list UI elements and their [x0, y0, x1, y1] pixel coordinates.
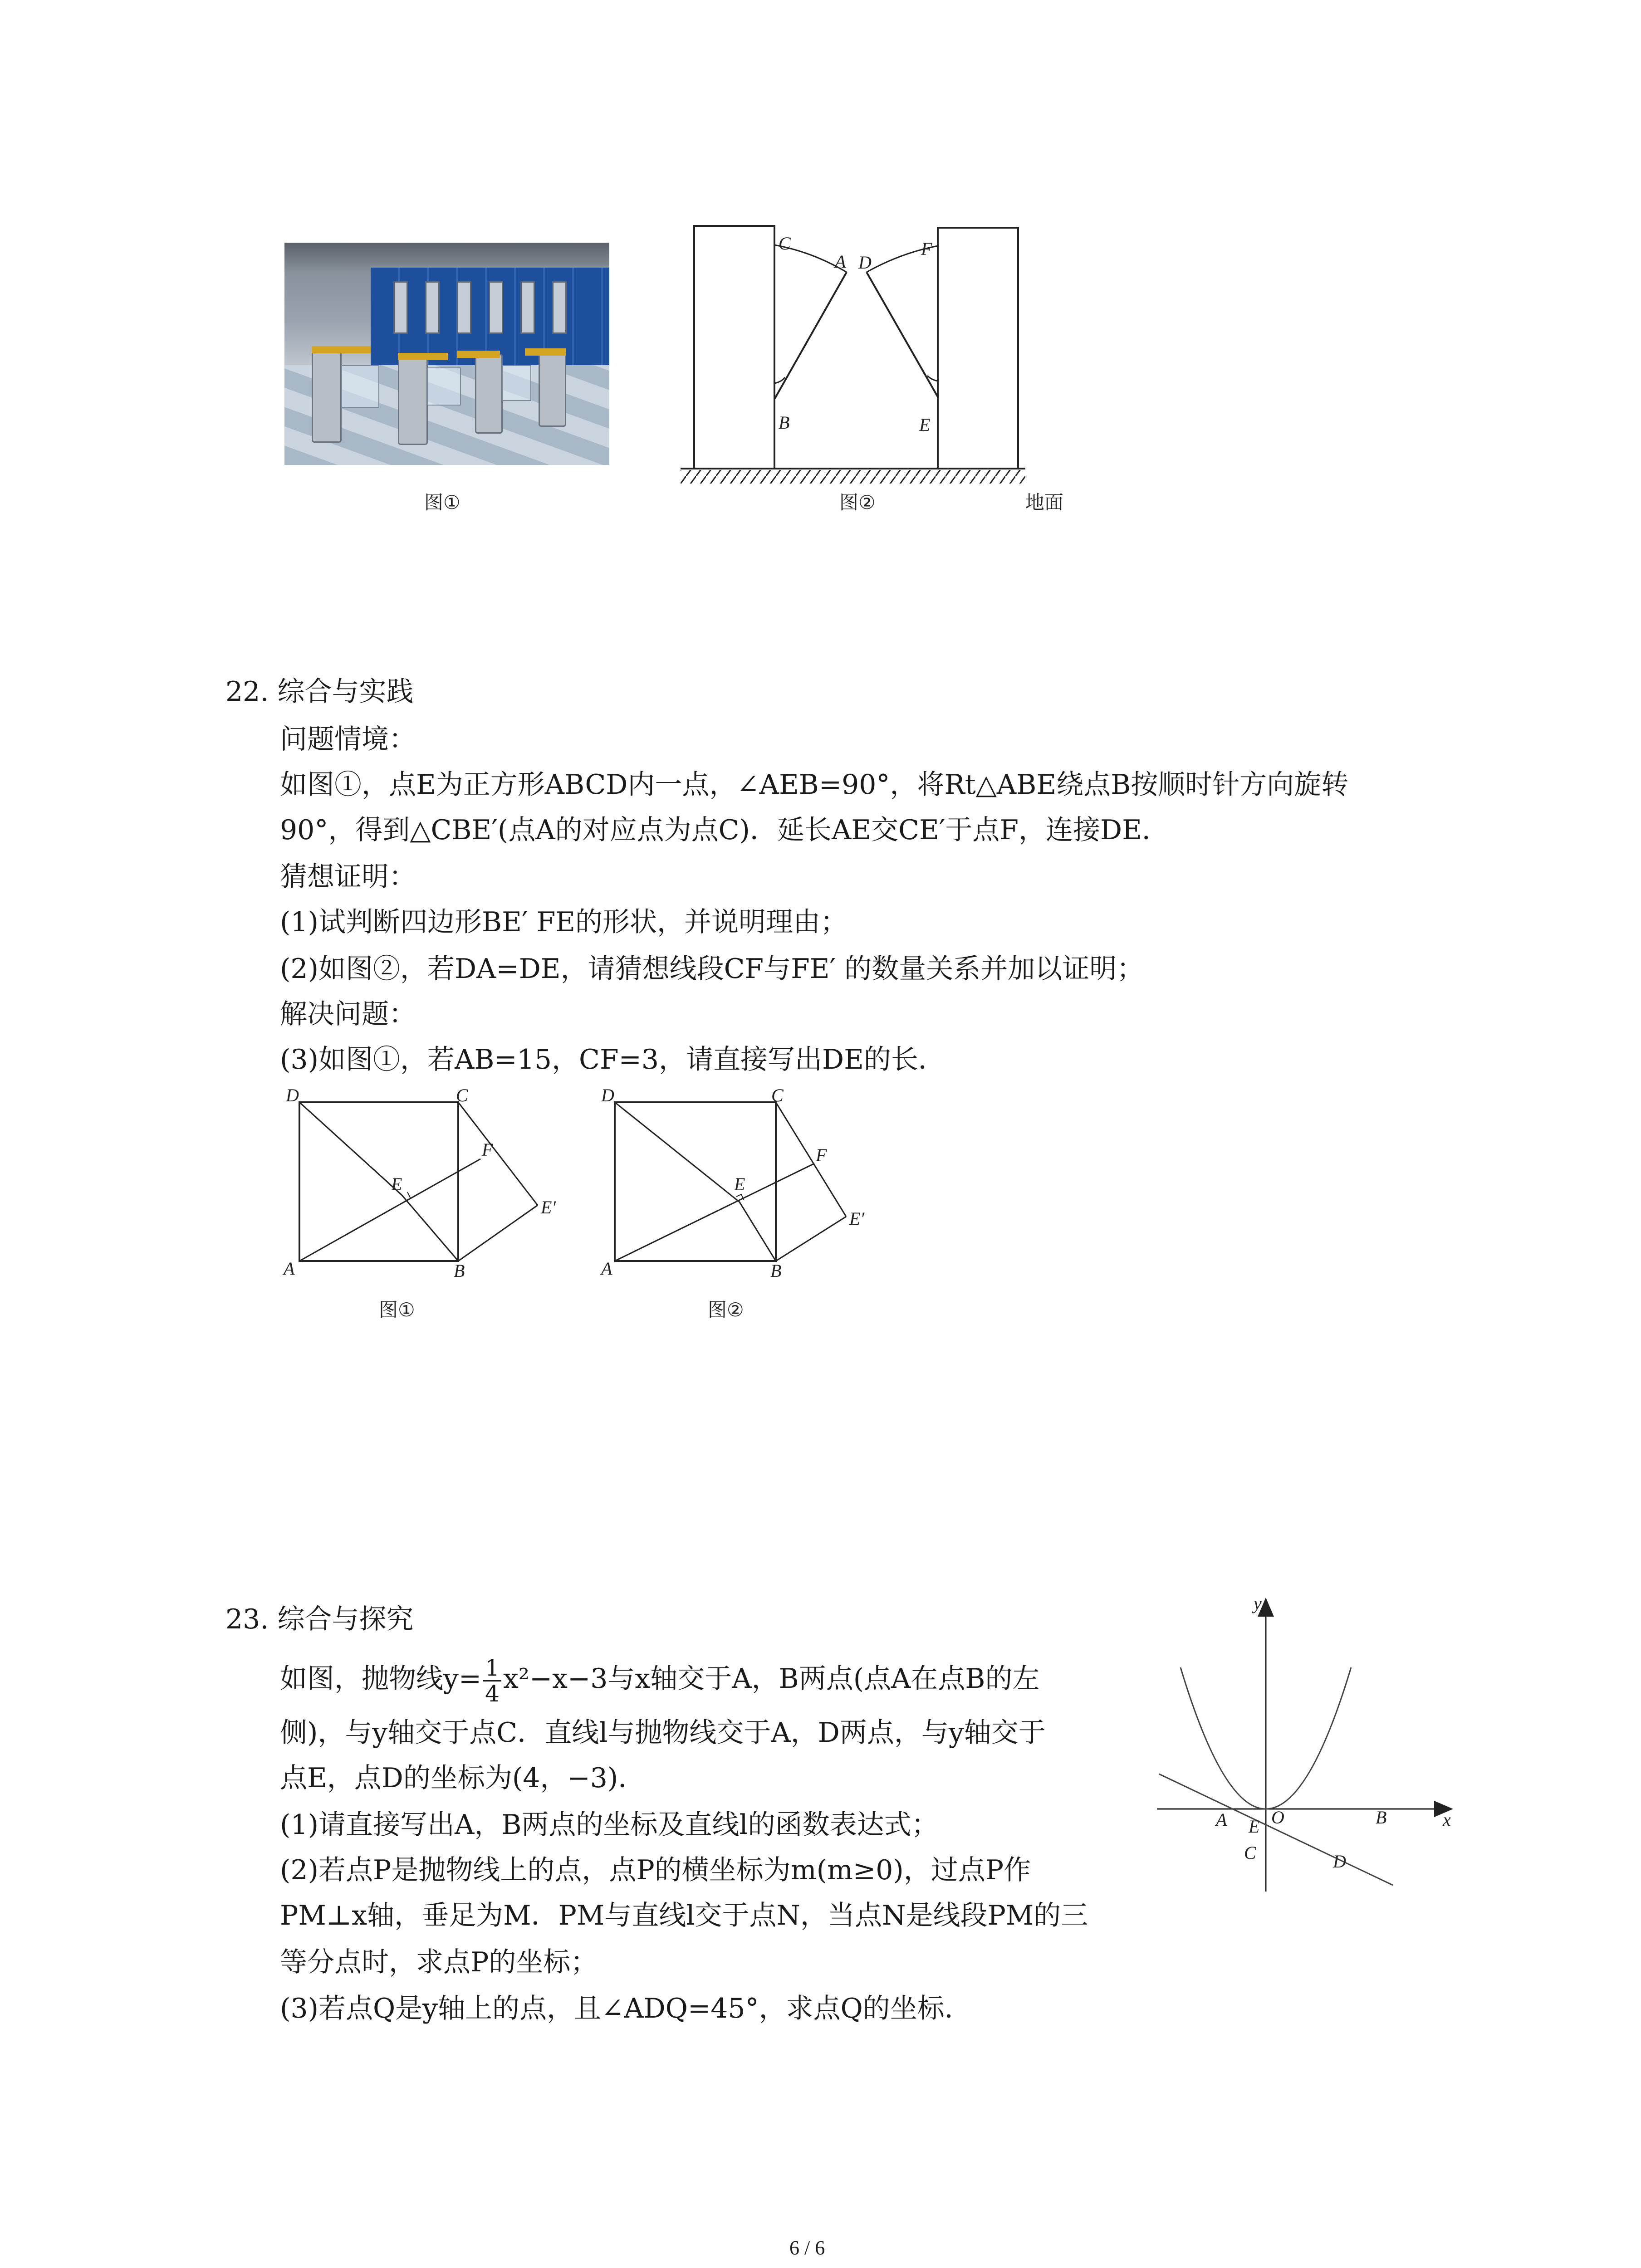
- photo-gate-top: [398, 353, 448, 360]
- line-l: [1159, 1774, 1393, 1885]
- segment-AF: [615, 1163, 814, 1261]
- segment-CE1: [776, 1102, 846, 1217]
- label-A: A: [601, 1258, 612, 1279]
- photo-door: [489, 281, 503, 334]
- segment-EB: [740, 1202, 776, 1261]
- segment-BE1: [458, 1205, 538, 1261]
- q22-line: (3)如图①，若AB=15，CF=3，请直接写出DE的长．: [280, 1044, 945, 1075]
- label-F: F: [816, 1145, 827, 1165]
- label-E: E: [1249, 1816, 1260, 1837]
- flap-right-ED: [867, 272, 938, 397]
- label-D: D: [601, 1085, 614, 1105]
- photo-door: [552, 281, 567, 334]
- label-E-prime: E′: [541, 1197, 556, 1217]
- segment-AF: [299, 1159, 480, 1261]
- label-B: B: [770, 1261, 782, 1281]
- q22-line: 如图①，点E为正方形ABCD内一点，∠AEB=90°，将Rt△ABE绕点B按顺时针方向旋转: [280, 769, 1349, 801]
- photo-door: [520, 281, 535, 334]
- segment-CE1: [458, 1102, 538, 1205]
- q22-title: 22. 综合与实践: [225, 676, 414, 708]
- label-A: A: [1216, 1809, 1227, 1830]
- label-C: C: [456, 1085, 468, 1105]
- q22-figure-2: [590, 1084, 889, 1288]
- q23-title: 23. 综合与探究: [225, 1603, 414, 1635]
- segment-EB: [402, 1195, 458, 1261]
- fraction-denominator: 4: [485, 1681, 500, 1707]
- label-E: E: [919, 415, 931, 435]
- turnstile-photo: [284, 243, 609, 465]
- label-A: A: [284, 1258, 295, 1279]
- label-E: E: [391, 1174, 402, 1194]
- label-F: F: [921, 239, 932, 259]
- photo-door: [457, 281, 471, 334]
- photo-gate-top: [525, 348, 566, 356]
- label-B: B: [779, 412, 790, 433]
- page-number: 6 / 6: [789, 2237, 825, 2259]
- label-D: D: [858, 252, 872, 273]
- label-E: E: [734, 1174, 745, 1194]
- q22-fig2-caption: 图②: [708, 1299, 744, 1321]
- q23-line1: [280, 1656, 1040, 1706]
- q23-line1-post: x²−x−3与x轴交于A，B两点(点A在点B的左: [503, 1663, 1040, 1695]
- fraction-numerator: 1: [483, 1656, 501, 1681]
- fig1-caption-top: 图①: [424, 491, 460, 513]
- ground-hatch: [681, 470, 1025, 484]
- q22-line: 问题情境：: [280, 723, 416, 755]
- fraction-one-quarter: [483, 1656, 501, 1706]
- label-C: C: [779, 233, 791, 254]
- photo-glass-panel: [502, 365, 531, 401]
- label-B: B: [454, 1261, 465, 1281]
- q22-line: (2)如图②，若DA=DE，请猜想线段CF与FE′ 的数量关系并加以证明；: [280, 953, 1144, 985]
- square-ABCD: [615, 1102, 776, 1261]
- label-B: B: [1376, 1807, 1387, 1828]
- photo-gate: [539, 352, 566, 427]
- q22-fig1-caption: 图①: [379, 1299, 415, 1321]
- segment-BE1: [776, 1217, 846, 1261]
- photo-gate: [475, 354, 503, 434]
- label-C: C: [771, 1085, 784, 1105]
- right-gate-box: [938, 228, 1018, 469]
- segment-DE: [299, 1102, 402, 1195]
- q23-line: 等分点时，求点P的坐标；: [280, 1946, 598, 1978]
- label-D: D: [286, 1085, 299, 1105]
- q23-line: (2)若点P是抛物线上的点，点P的横坐标为m(m≥0)，过点P作: [280, 1854, 1031, 1886]
- q23-line: (1)请直接写出A，B两点的坐标及直线l的函数表达式；: [280, 1809, 939, 1841]
- ground-label: 地面: [1025, 491, 1064, 513]
- fig2-caption-top: 图②: [839, 491, 876, 513]
- segment-DE: [615, 1102, 740, 1202]
- q22-line: 解决问题：: [280, 998, 416, 1030]
- flap-left-BA: [774, 272, 847, 399]
- label-y: y: [1254, 1593, 1262, 1613]
- photo-glass-panel: [427, 367, 461, 406]
- photo-gate: [312, 349, 342, 443]
- photo-door: [393, 281, 408, 334]
- label-E-prime: E′: [849, 1208, 865, 1229]
- label-O: O: [1271, 1807, 1284, 1828]
- photo-gate: [398, 356, 428, 445]
- photo-door: [425, 281, 440, 334]
- q23-line: 侧)，与y轴交于点C．直线l与抛物线交于A，D两点，与y轴交于: [280, 1717, 1046, 1749]
- label-D: D: [1333, 1851, 1346, 1872]
- gate-diagram: [676, 218, 1084, 499]
- label-A: A: [835, 251, 846, 272]
- label-C: C: [1244, 1843, 1256, 1863]
- label-x: x: [1443, 1809, 1451, 1830]
- left-gate-box: [694, 226, 774, 469]
- photo-gate-top: [312, 346, 371, 353]
- label-F: F: [482, 1139, 493, 1160]
- q22-line: 90°，得到△CBE′(点A的对应点为点C)．延长AE交CE′于点F，连接DE．: [280, 814, 1169, 846]
- parabola-graph: [1152, 1588, 1461, 1905]
- q22-line: (1)试判断四边形BE′ FE的形状，并说明理由；: [280, 906, 848, 938]
- q23-line: PM⊥x轴，垂足为M．PM与直线l交于点N，当点N是线段PM的三: [280, 1900, 1088, 1931]
- photo-gate-top: [457, 351, 500, 358]
- q22-figure-1: [272, 1084, 572, 1288]
- q23-line1-pre: 如图，抛物线y=: [280, 1663, 482, 1695]
- square-ABCD: [299, 1102, 458, 1261]
- q22-line: 猜想证明：: [280, 861, 416, 893]
- q23-line: (3)若点Q是y轴上的点，且∠ADQ=45°，求点Q的坐标．: [280, 1993, 972, 2024]
- q23-line: 点E，点D的坐标为(4，−3)．: [280, 1762, 646, 1794]
- photo-glass-panel: [341, 365, 379, 408]
